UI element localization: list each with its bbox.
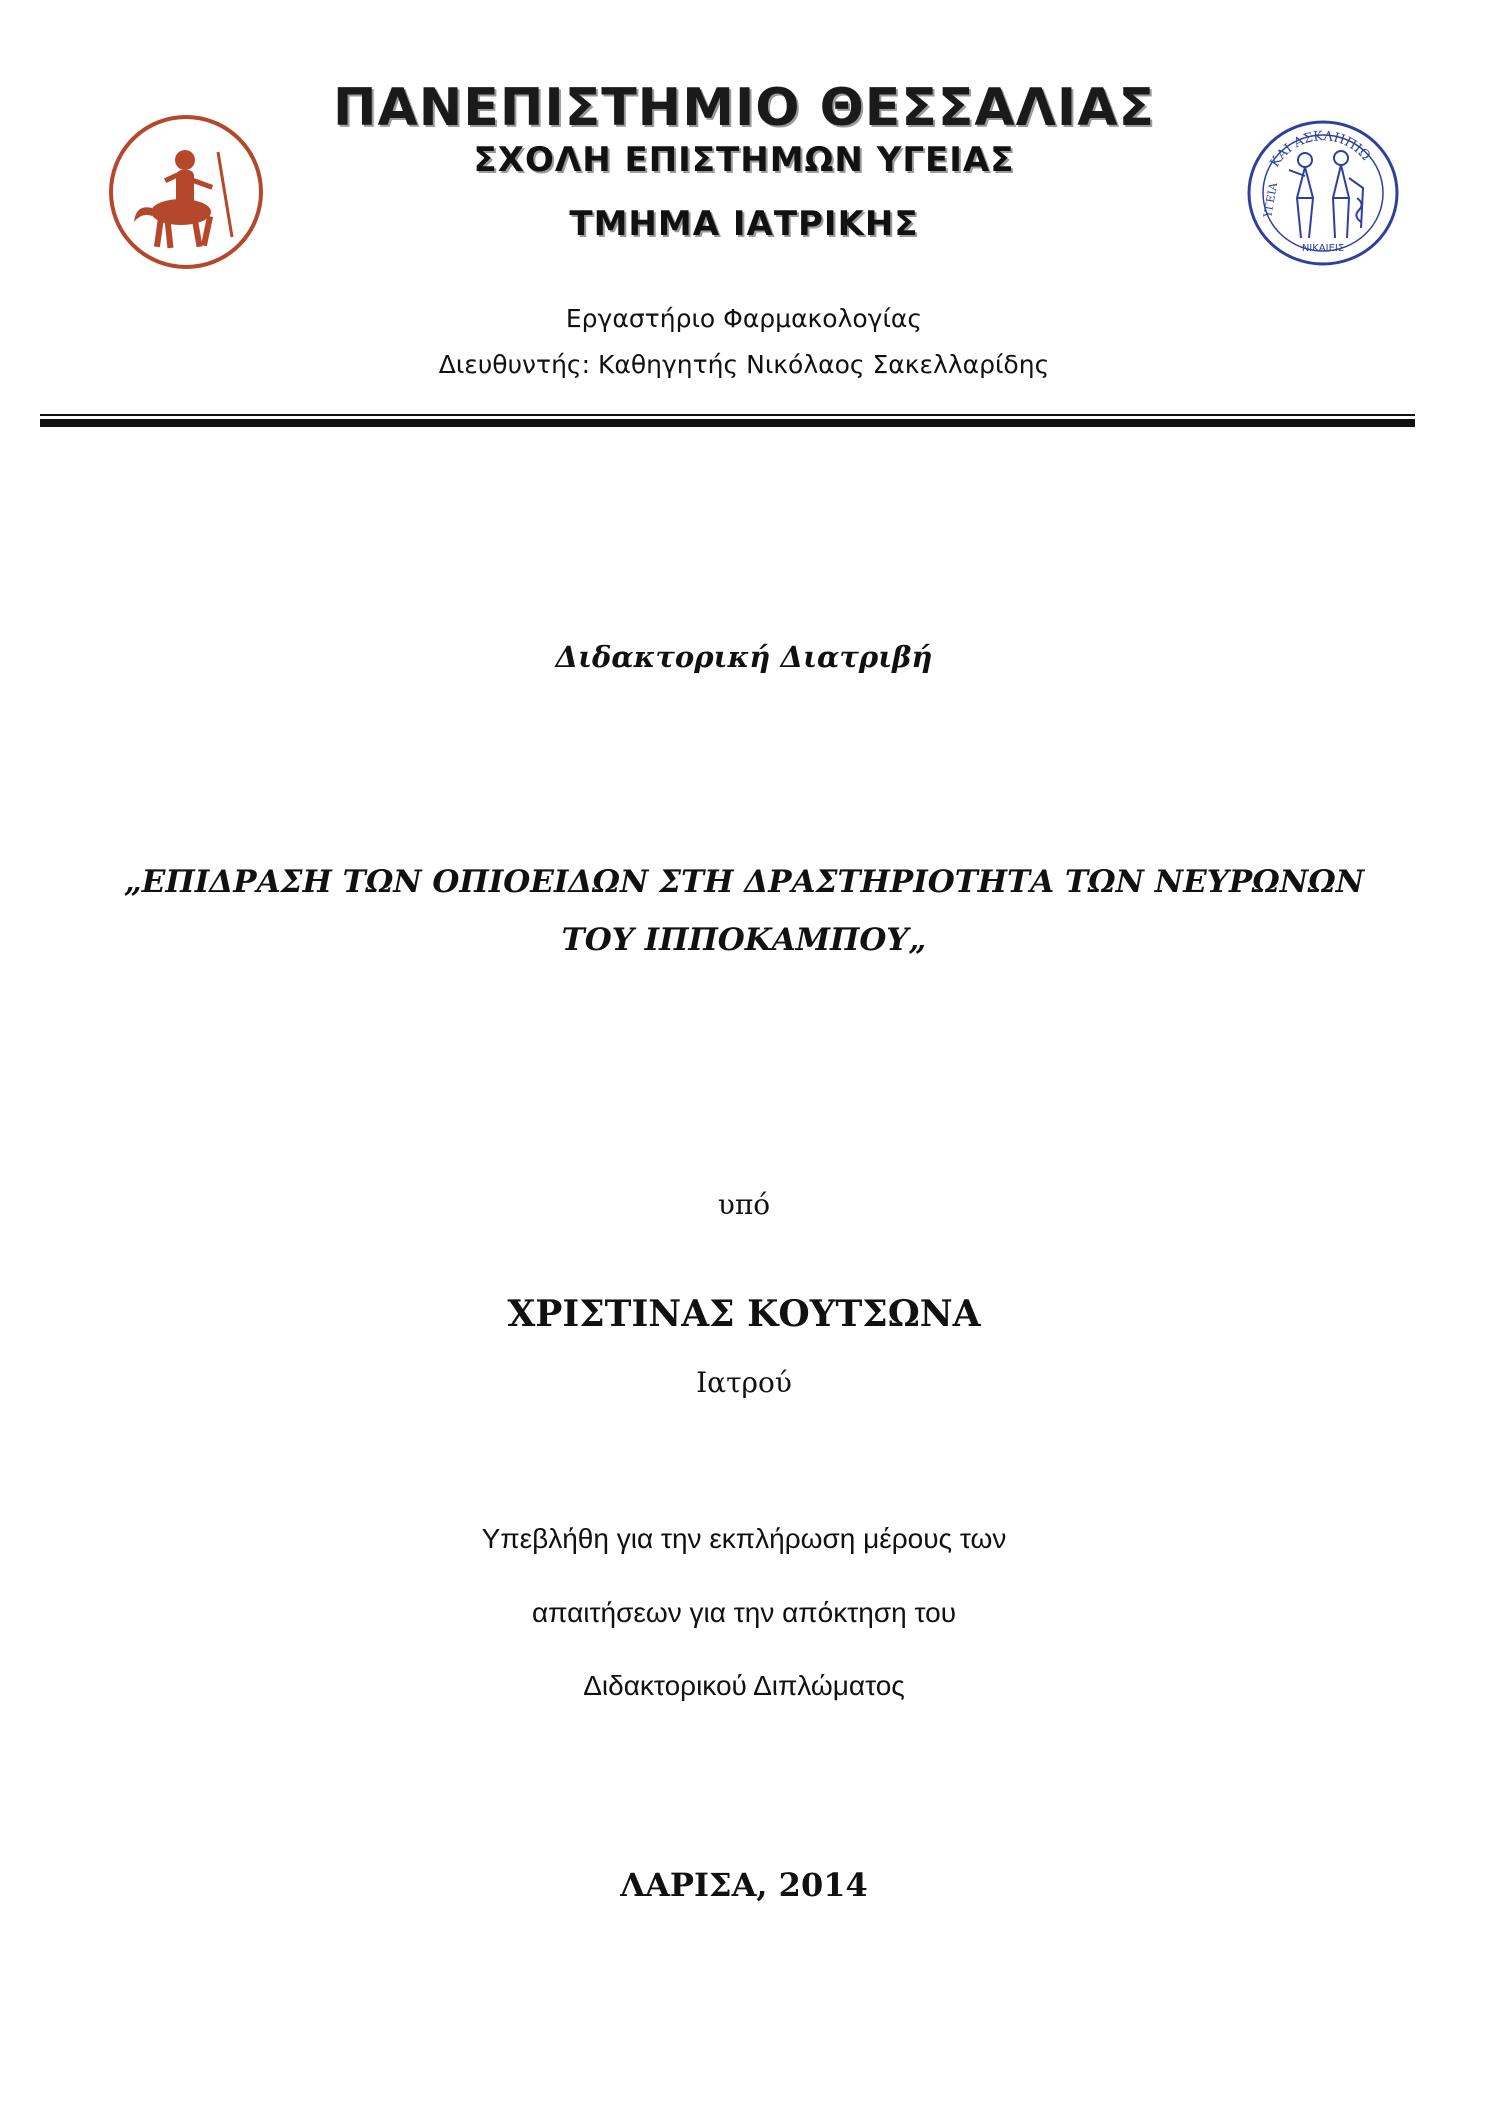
thesis-title-line-1: „ΕΠΙΔΡΑΣΗ ΤΩΝ ΟΠΙΟΕΙΔΩΝ ΣΤΗ ΔΡΑΣΤΗΡΙΟΤΗΤΑ ΤΩΝ ΝΕΥΡΩΝΩΝ [123, 864, 1365, 900]
submission-line-1: Υπεβλήθη για την εκπλήρωση μέρους των [481, 1523, 1007, 1554]
university-name: ΠΑΝΕΠΙΣΤΗΜΙΟ ΘΕΣΣΑΛΙΑΣ [333, 78, 1155, 138]
thesis-title [0, 853, 1488, 969]
department-name: ΤΜΗΜΑ ΙΑΤΡΙΚΗΣ [569, 204, 919, 244]
place-year: ΛΑΡΙΣΑ, 2014 [620, 1866, 868, 1904]
header-divider-thin [40, 414, 1415, 416]
laboratory-name: Εργαστήριο Φαρμακολογίας [565, 304, 923, 333]
author-name: ΧΡΙΣΤΙΝΑΣ ΚΟΥΤΣΩΝΑ [507, 1293, 981, 1335]
submission-line-2: απαιτήσεων για την απόκτηση του [531, 1597, 957, 1628]
svg-text:ΚΑΙ ΑΣΚΛΗΠΙΩ [1268, 129, 1373, 170]
submission-line-3: Διδακτορικού Διπλώματος [583, 1670, 905, 1701]
director-line: Διευθυντής: Καθηγητής Νικόλαος Σακελλαρίδης [438, 350, 1050, 379]
header-divider-thick [40, 419, 1415, 427]
seal-left-text: ΥΓΕΙΑ [1261, 181, 1281, 219]
by-label: υπό [717, 1188, 771, 1221]
thesis-title-line-2: ΤΟΥ ΙΠΠΟΚΑΜΠΟΥ„ [561, 922, 927, 958]
seal-bottom-text: ΝΙΚΑΙΕΙΣ [1301, 243, 1345, 254]
hygeia-asklepios-seal-icon [1245, 118, 1401, 268]
centaur-seal-icon [106, 112, 266, 272]
seal-top-text: ΚΑΙ ΑΣΚΛΗΠΙΩ [1267, 129, 1373, 171]
thesis-type: Διδακτορική Διατριβή [555, 640, 933, 674]
author-role: Ιατρού [696, 1366, 792, 1399]
school-name: ΣΧΟΛΗ ΕΠΙΣΤΗΜΩΝ ΥΓΕΙΑΣ [473, 140, 1015, 180]
